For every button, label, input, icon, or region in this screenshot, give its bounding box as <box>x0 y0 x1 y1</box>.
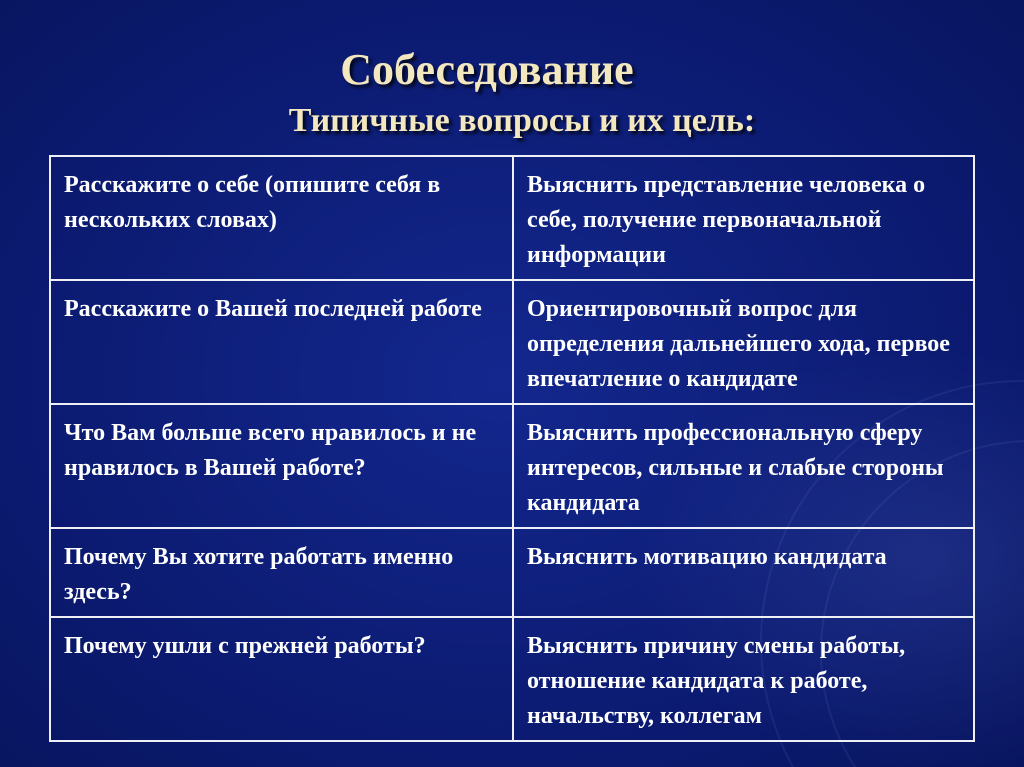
question-cell: Расскажите о себе (опишите себя в нескольких словах) <box>50 156 513 280</box>
questions-table <box>49 155 975 742</box>
table-row <box>50 156 974 280</box>
purpose-cell: Ориентировочный вопрос для определения дальнейшего хода, первое впечатление о кандидате <box>513 280 974 404</box>
table-row <box>50 404 974 528</box>
question-cell: Что Вам больше всего нравилось и не нравилось в Вашей работе? <box>50 404 513 528</box>
question-cell: Почему Вы хотите работать именно здесь? <box>50 528 513 617</box>
slide-title: Собеседование <box>340 45 634 94</box>
purpose-cell: Выяснить мотивацию кандидата <box>513 528 974 617</box>
slide-subtitle: Типичные вопросы и их цель: <box>288 102 756 139</box>
table-row <box>50 617 974 741</box>
table-row <box>50 528 974 617</box>
question-cell: Почему ушли с прежней работы? <box>50 617 513 741</box>
purpose-cell: Выяснить профессиональную сферу интересов, сильные и слабые стороны кандидата <box>513 404 974 528</box>
purpose-cell: Выяснить причину смены работы, отношение кандидата к работе, начальству, коллегам <box>513 617 974 741</box>
question-cell: Расскажите о Вашей последней работе <box>50 280 513 404</box>
purpose-cell: Выяснить представление человека о себе, получение первоначальной информации <box>513 156 974 280</box>
table-row <box>50 280 974 404</box>
